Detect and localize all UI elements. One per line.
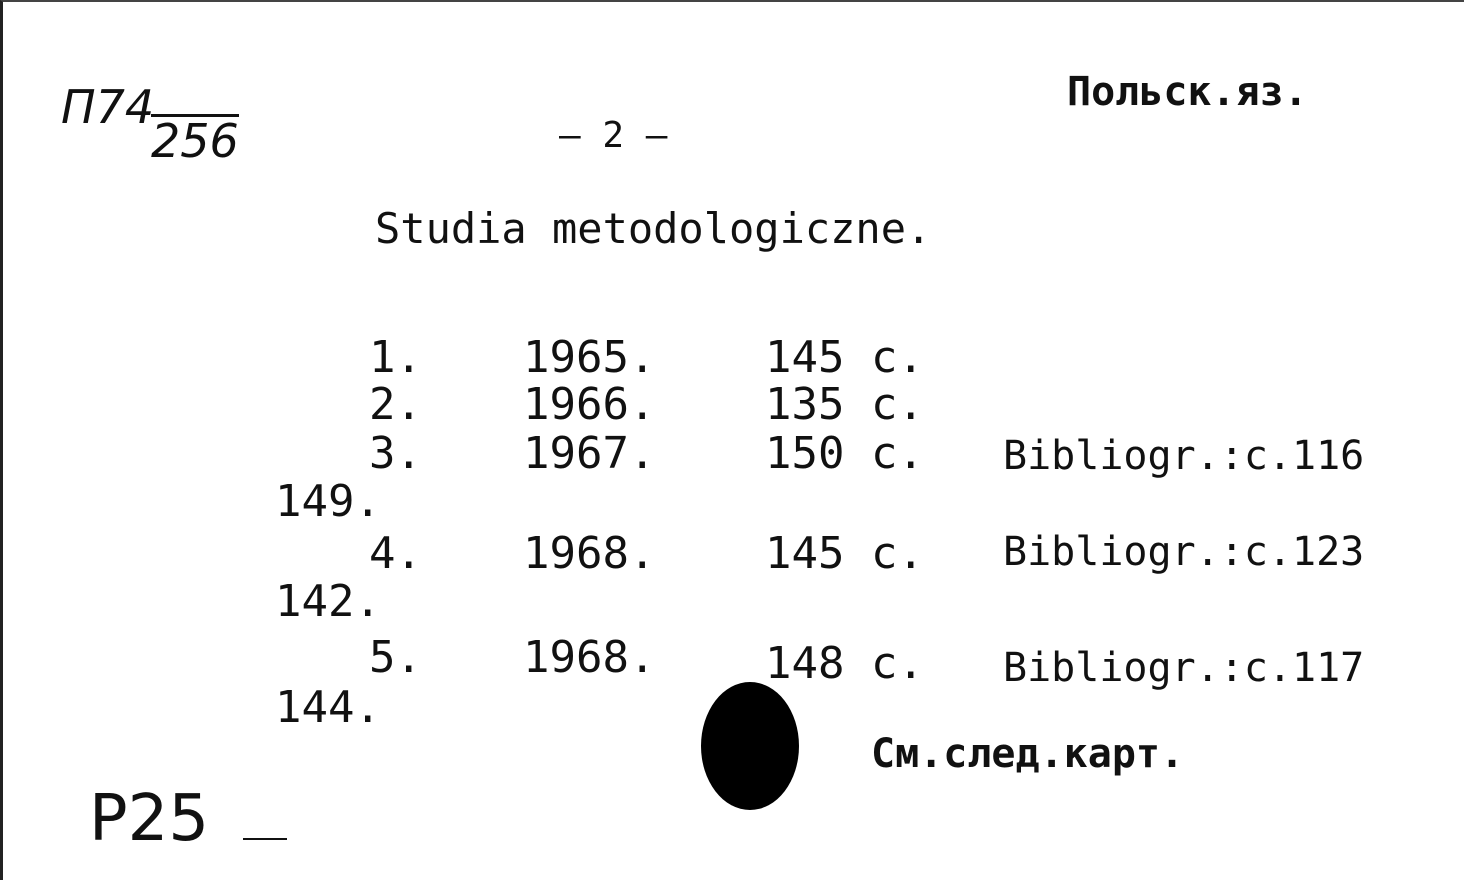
see-next-card: См.след.карт. xyxy=(871,731,1185,777)
title: Studia metodologiczne. xyxy=(375,204,932,253)
issue-year: 1965. xyxy=(523,332,656,383)
issue-bibliography: Bibliogr.:c.116 xyxy=(1003,433,1365,479)
issue-number: 5. xyxy=(369,632,422,683)
issue-year: 1968. xyxy=(523,632,656,683)
language-tag: Польск.яз. xyxy=(1067,69,1308,115)
issue-bibliography: Bibliogr.:c.117 xyxy=(1003,645,1365,691)
issue-number: 4. xyxy=(369,528,422,579)
punch-hole xyxy=(701,682,799,810)
issue-year: 1968. xyxy=(523,528,656,579)
issue-pages: 148 c. xyxy=(765,638,924,689)
issue-bibliography: Bibliogr.:c.123 xyxy=(1003,529,1365,575)
issue-pages: 145 c. xyxy=(765,528,924,579)
call-number-main: П74 xyxy=(61,80,155,134)
call-number-sub: 256 xyxy=(151,114,239,168)
issue-pages: 135 c. xyxy=(765,379,924,430)
issue-bibliography-continuation: 142. xyxy=(275,576,381,627)
issue-pages: 150 c. xyxy=(765,428,924,479)
bottom-handwritten-mark: P25 xyxy=(89,782,210,856)
issue-number: 3. xyxy=(369,428,422,479)
issue-number: 1. xyxy=(369,332,422,383)
issue-number: 2. xyxy=(369,379,422,430)
bottom-mark-underline xyxy=(243,838,287,840)
issue-pages: 145 c. xyxy=(765,332,924,383)
issue-bibliography-continuation: 149. xyxy=(275,476,381,527)
issue-year: 1966. xyxy=(523,379,656,430)
call-number xyxy=(61,80,154,134)
issue-bibliography-continuation: 144. xyxy=(275,682,381,733)
issue-year: 1967. xyxy=(523,428,656,479)
page-marker: — 2 — xyxy=(559,115,668,156)
